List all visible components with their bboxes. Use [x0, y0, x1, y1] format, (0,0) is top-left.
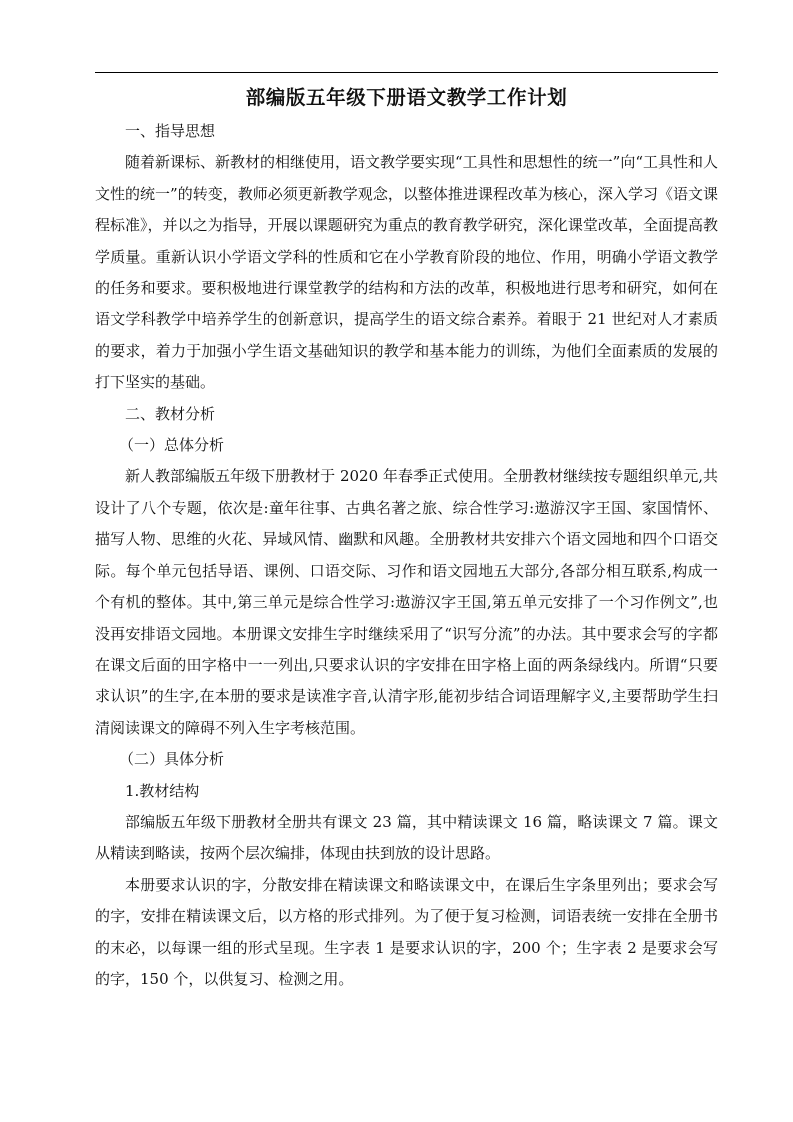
subsection-heading-overall-analysis: （一）总体分析	[119, 436, 225, 455]
subsection-heading-specific-analysis: （二）具体分析	[119, 750, 225, 769]
header-rule	[95, 72, 718, 73]
section-heading-textbook-analysis: 二、教材分析	[125, 404, 216, 423]
paragraph-character-requirements: 本册要求认识的字，分散安排在精读课文和略读课文中，在课后生字条里列出；要求会写的字，安排在精读课文后，以方格的形式排列。为了便于复习检测，词语表统一安排在全册书的末必，以每课一组的形式呈现。生字表 1 是要求认识的字，200 个；生字表 2 是要求会写的字，150 个，以供复习、检测之用。	[95, 875, 718, 988]
paragraph-guiding-ideology: 随着新课标、新教材的相继使用，语文教学要实现“工具性和思想性的统一”向“工具性和人文性的统一”的转变，教师必须更新教学观念，以整体推进课程改革为核心，深入学习《语文课程标准》，并以之为指导，开展以课题研究为重点的教育教学研究，深化课堂改革，全面提高教学质量。重新认识小学语文学科的性质和它在小学教育阶段的地位、作用，明确小学语文教学的任务和要求。要积极地进行课堂教学的结构和方法的改革，积极地进行思考和研究，如何在语文学科教学中培养学生的创新意识，提高学生的语文综合素养。着眼于 21 世纪对人才素质的要求，着力于加强小学生语文基础知识的教学和基本能力的训练，为他们全面素质的发展的打下坚实的基础。	[95, 153, 719, 392]
item-heading-textbook-structure: 1.教材结构	[125, 781, 200, 800]
document-page	[95, 80, 718, 995]
paragraph-textbook-structure: 部编版五年级下册教材全册共有课文 23 篇，其中精读课文 16 篇，略读课文 7 篇。课文从精读到略读，按两个层次编排，体现由扶到放的设计思路。	[95, 812, 718, 863]
section-heading-guiding-ideology: 一、指导思想	[125, 122, 216, 140]
paragraph-overall-analysis: 新人教部编版五年级下册教材于 2020 年春季正式使用。全册教材继续按专题组织单元,共设计了八个专题，依次是:童年往事、古典名著之旅、综合性学习:遨游汉字王国、家国情怀、描写人物、思维的火花、异域风情、幽默和风趣。全册教材共安排六个语文园地和四个口语交际。每个单元包括导语、课例、口语交际、习作和语文园地五大部分,各部分相互联系,构成一个有机的整体。其中,第三单元是综合性学习:遨游汉字王国,第五单元安排了一个习作例文”,也没再安排语文园地。本册课文安排生字时继续采用了“识写分流”的办法。其中要求会写的字都在课文后面的田字格中一一列出,只要求认识的字安排在田字格上面的两条绿线内。所谓“只要求认识”的生字,在本册的要求是读准字音,认清字形,能初步结合词语理解字义,主要帮助学生扫清阅读课文的障碍不列入生字考核范围。	[95, 467, 718, 737]
document-title: 部编版五年级下册语文教学工作计划	[245, 86, 568, 109]
